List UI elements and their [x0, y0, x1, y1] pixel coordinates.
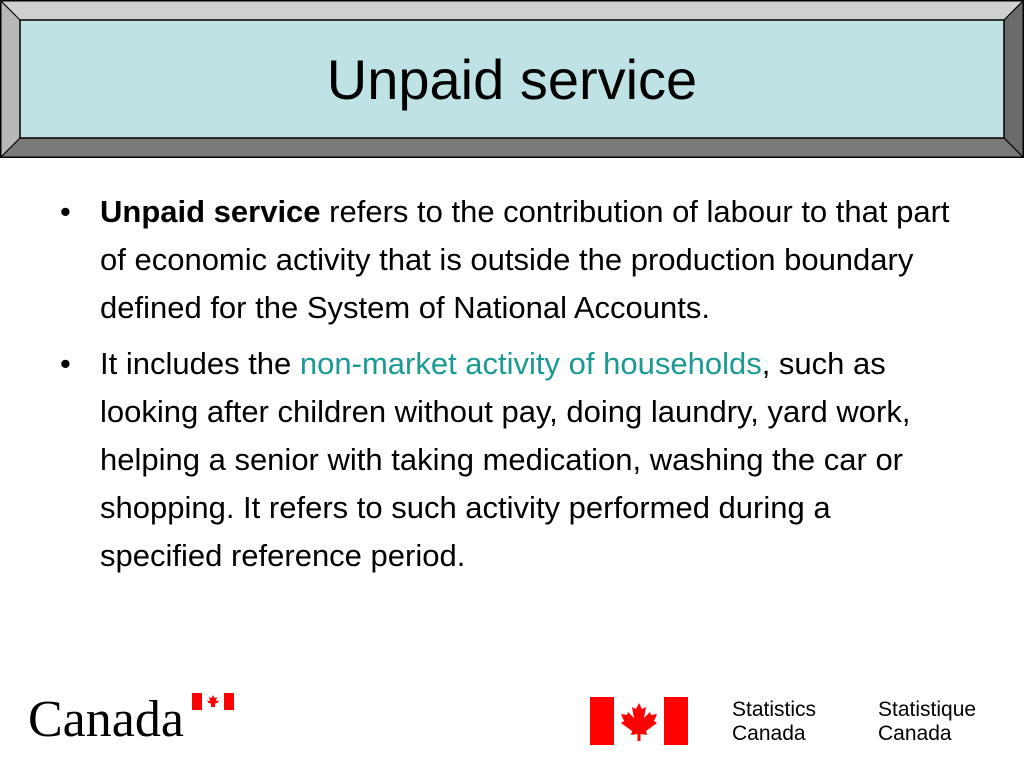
signature-fr-line1: Statistique — [878, 698, 977, 721]
flag-icon — [192, 693, 234, 710]
signature-en-line2: Canada — [732, 722, 806, 745]
canada-wordmark — [28, 692, 214, 748]
bullet-marker: • — [60, 346, 71, 381]
glossary-link[interactable]: non-market activity of households — [299, 346, 762, 381]
bullet-text: refers to the contribution of labour to that part of economic activity that is outside the production boundary defined for the System of National Accounts. — [100, 194, 950, 325]
signature-en-line1: Statistics — [732, 698, 817, 721]
bullet-marker: • — [60, 194, 71, 229]
bullet-term: Unpaid service — [100, 194, 321, 229]
signature-english — [732, 698, 816, 746]
signature-fr-line2: Canada — [878, 722, 952, 745]
bullet-item — [58, 188, 958, 332]
bullet-list — [58, 188, 958, 588]
wordmark-text: Canada — [28, 691, 184, 748]
title-frame — [0, 0, 1024, 158]
bullet-text-after: , such as looking after children without pay, doing laundry, yard work, helping a senior with taking medication, washing the car or shopping. It refers to such activity performed during a specified reference period. — [100, 346, 911, 573]
maple-leaf-flag-icon — [590, 697, 688, 745]
slide-title: Unpaid service — [326, 47, 698, 111]
signature-french — [878, 698, 976, 746]
bullet-text-before: It includes the — [100, 346, 300, 381]
bullet-item — [58, 340, 958, 580]
